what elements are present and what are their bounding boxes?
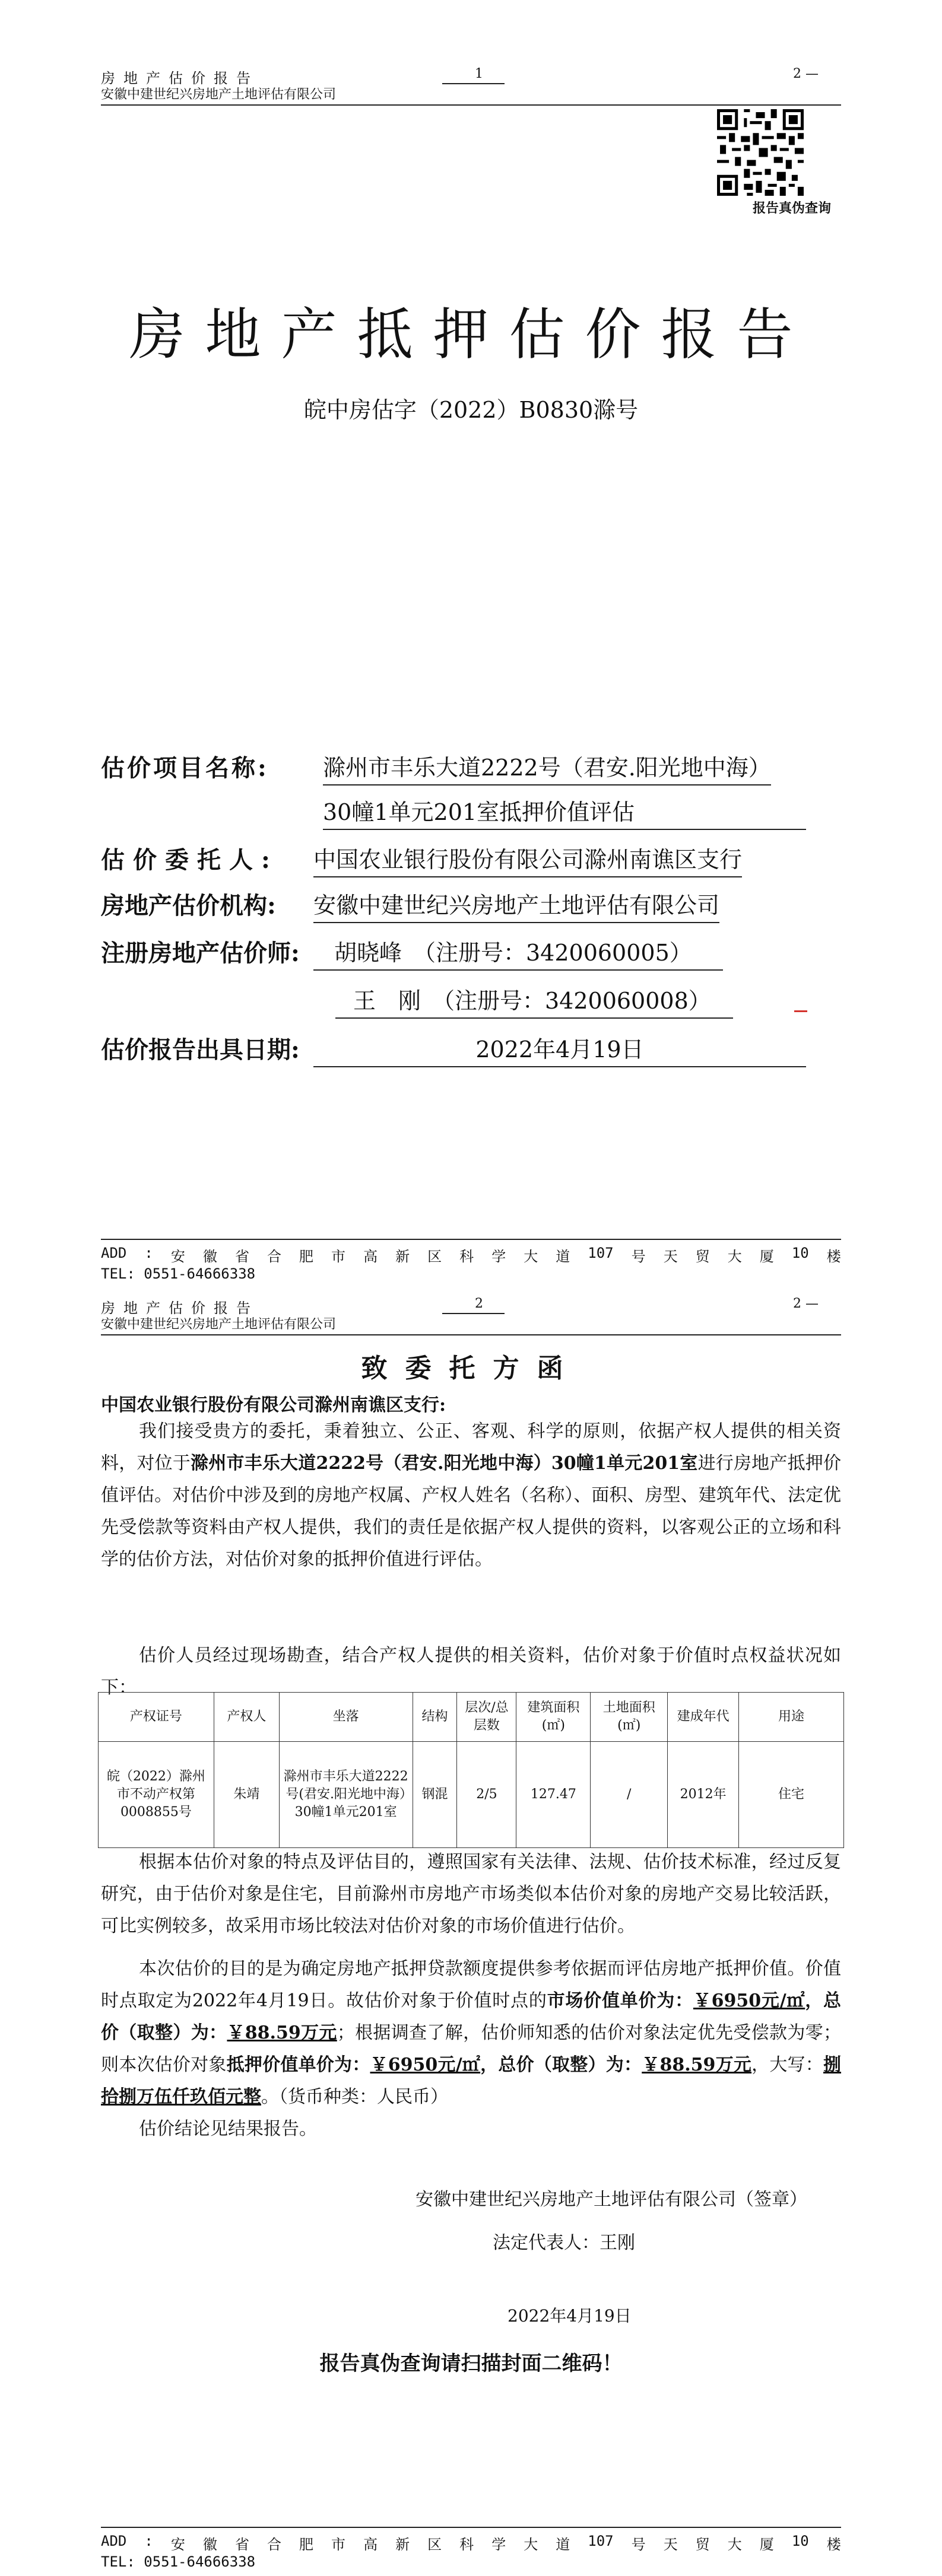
addressee: 中国农业银行股份有限公司滁州南谯区支行: — [101, 1395, 446, 1416]
header-company: 安徽中建世纪兴房地产土地评估有限公司 — [101, 1317, 337, 1332]
appraiser-label: 注册房地产估价师: — [101, 939, 300, 967]
table-header-cell: 产权证号 — [99, 1693, 214, 1742]
paragraph-commission — [101, 1416, 841, 1576]
table-header-cell: 建筑面积(㎡) — [516, 1693, 591, 1742]
address-token: 徽 — [202, 1248, 217, 1265]
address-token: 肥 — [299, 1248, 313, 1265]
sign-date: 2022年4月19日 — [508, 2306, 632, 2326]
address-token: 大 — [524, 1248, 538, 1265]
red-mark — [794, 1010, 807, 1012]
address-token: 天 — [663, 2536, 678, 2553]
address-token: ADD — [101, 1245, 127, 1261]
header-page-number: 2 — [475, 1296, 483, 1311]
address-token: 省 — [234, 1248, 249, 1265]
address-token: 新 — [395, 2536, 410, 2553]
address-token: 厦 — [759, 1248, 774, 1265]
para4-text: ，大写： — [751, 2055, 824, 2075]
report-title: 房地产抵押估价报告 — [129, 303, 813, 367]
address-token: 贸 — [695, 1248, 710, 1265]
para4-text: ；根据调查了解，估价师知悉的估价对象法定优先受偿款为零；则本次估价对象 — [101, 2022, 842, 2075]
address-token: 大 — [727, 2536, 742, 2553]
header-page-number: 1 — [475, 66, 483, 81]
address-token: 道 — [556, 2536, 570, 2553]
address-token: 107 — [588, 1245, 614, 1261]
market-unit-label: 市场价值单价为： — [547, 1990, 693, 2011]
table-header-cell: 用途 — [739, 1693, 844, 1742]
para1-text-c: 进行房地产抵押价值评估。对估价中涉及到的房地产权属、产权人姓名（名称）、面积、房型、建筑年代、法定优先受偿款等资料由产权人提供，我们的责任是依据产权人提供的资料，以客观公正的立场和科学的估价方法，对估价对象的抵押价值进行评估。 — [101, 1453, 842, 1570]
header-rule — [101, 104, 841, 106]
address-token: 高 — [363, 2536, 378, 2553]
appraiser-1: 胡晓峰 （注册号：3420060005） — [313, 934, 723, 971]
market-total-price: ￥88.59万元 — [227, 2022, 337, 2043]
address-token: 市 — [331, 2536, 346, 2553]
date-label: 估价报告出具日期: — [101, 1036, 300, 1064]
address-token: 107 — [588, 2533, 614, 2549]
footer-tel: TEL: 0551-64666338 — [101, 2553, 256, 2570]
address-token: 厦 — [759, 2536, 774, 2553]
para4-text: 本次估价的目的是为确定房地产抵押贷款额度提供参考依据而评估房地产抵押价值。价值时点取定为2022年4月19日。故估价对象于价值时点的 — [101, 1958, 841, 2011]
market-total-label: ，总价（取整）为： — [101, 1990, 842, 2043]
address-token: 学 — [491, 2536, 506, 2553]
address-token: 安 — [170, 2536, 185, 2553]
address-token: 号 — [631, 2536, 646, 2553]
address-token: 天 — [663, 1248, 678, 1265]
table-header-cell: 坐落 — [279, 1693, 413, 1742]
footer-address — [101, 1245, 841, 1265]
address-token: : — [144, 1245, 153, 1261]
address-token: 徽 — [202, 2536, 217, 2553]
mortgage-unit-label: 抵押价值单价为： — [226, 2055, 370, 2075]
address-token: 安 — [170, 1248, 185, 1265]
header-title: 房地产估价报告 — [101, 70, 259, 87]
amount-in-words: 捌拾捌万伍仟玖佰元整 — [101, 2055, 842, 2107]
document-number: 皖中房估字（2022）B0830滁号 — [303, 397, 639, 423]
header-page-of: 2 — — [793, 66, 819, 81]
footer-rule — [101, 1239, 841, 1240]
project-value-line1: 滁州市丰乐大道2222号（君安.阳光地中海） — [323, 749, 771, 785]
property-address: 滁州市丰乐大道2222号（君安.阳光地中海）30幢1单元201室 — [191, 1453, 698, 1474]
table-cell: 滁州市丰乐大道2222号(君安.阳光地中海）30幢1单元201室 — [279, 1742, 413, 1848]
header-page-rule — [442, 83, 505, 84]
header-company: 安徽中建世纪兴房地产土地评估有限公司 — [101, 87, 337, 102]
table-cell: 钢混 — [413, 1742, 457, 1848]
mortgage-total-price: ￥88.59万元 — [642, 2055, 752, 2075]
mortgage-total-label: ，总价（取整）为： — [480, 2055, 642, 2075]
appraiser-2: 王 刚 （注册号：3420060008） — [335, 982, 733, 1019]
header-page-of: 2 — — [793, 1296, 819, 1311]
address-token: 新 — [395, 1248, 410, 1265]
address-token: 号 — [631, 1248, 646, 1265]
qr-caption: 报告真伪查询 — [753, 201, 832, 216]
property-info-table — [98, 1692, 844, 1848]
header-rule — [101, 1334, 841, 1335]
address-token: 10 — [791, 2533, 809, 2549]
verify-note: 报告真伪查询请扫描封面二维码！ — [319, 2352, 623, 2375]
table-header-cell: 层次/总层数 — [457, 1693, 516, 1742]
market-unit-price: ￥6950元/㎡ — [693, 1990, 805, 2011]
address-token: 楼 — [826, 1248, 841, 1265]
address-token: 市 — [331, 1248, 346, 1265]
address-token: : — [144, 2533, 153, 2549]
table-header-cell: 土地面积(㎡) — [591, 1693, 668, 1742]
sign-representative: 法定代表人：王刚 — [493, 2232, 635, 2253]
address-token: 区 — [427, 2536, 442, 2553]
header-page-rule — [442, 1313, 505, 1314]
table-cell: / — [591, 1742, 668, 1848]
paragraph-method: 根据本估价对象的特点及评估目的，遵照国家有关法律、法规、估价技术标准，经过反复研究，由于估价对象是住宅，目前滁州市房地产市场类似本估价对象的房地产交易比较活跃，可比实例较多，故采用市场比较法对估价对象的市场价值进行估价。 — [101, 1852, 841, 1936]
footer-tel: TEL: 0551-64666338 — [101, 1265, 256, 1282]
para4-text: 。（货币种类：人民币） — [261, 2087, 448, 2107]
mortgage-unit-price: ￥6950元/㎡ — [370, 2055, 481, 2075]
address-token: ADD — [101, 2533, 127, 2549]
table-cell: 皖（2022）滁州市不动产权第0008855号 — [99, 1742, 214, 1848]
address-token: 10 — [791, 1245, 809, 1261]
address-token: 省 — [234, 2536, 249, 2553]
table-header-cell: 建成年代 — [668, 1693, 739, 1742]
address-token: 合 — [267, 1248, 281, 1265]
address-token: 大 — [524, 2536, 538, 2553]
sign-company: 安徽中建世纪兴房地产土地评估有限公司（签章） — [416, 2189, 807, 2210]
paragraph-survey: 估价人员经过现场勘查，结合产权人提供的相关资料，估价对象于价值时点权益状况如下： — [101, 1645, 841, 1698]
address-token: 科 — [459, 2536, 474, 2553]
table-row — [99, 1742, 844, 1848]
agency-value: 安徽中建世纪兴房地产土地评估有限公司 — [313, 887, 719, 923]
qr-code-icon[interactable] — [717, 109, 804, 196]
address-token: 大 — [727, 1248, 742, 1265]
address-token: 肥 — [299, 2536, 313, 2553]
address-token: 道 — [556, 1248, 570, 1265]
para1-text-a: 我们接受贵方的委托，秉着独立、公正、客观、科学的原则，依据产权人提供的相关资料，对位于 — [101, 1421, 841, 1474]
table-cell: 2012年 — [668, 1742, 739, 1848]
project-value-line2: 30幢1单元201室抵押价值评估 — [323, 794, 806, 830]
project-label: 估价项目名称: — [101, 754, 269, 782]
header-title: 房地产估价报告 — [101, 1300, 259, 1316]
table-cell: 住宅 — [739, 1742, 844, 1848]
letter-title: 致委托方函 — [361, 1353, 581, 1384]
table-header-cell: 产权人 — [214, 1693, 279, 1742]
date-value: 2022年4月19日 — [313, 1031, 806, 1067]
table-header-cell: 结构 — [413, 1693, 457, 1742]
table-cell: 2/5 — [457, 1742, 516, 1848]
footer-address — [101, 2533, 841, 2553]
address-token: 区 — [427, 1248, 442, 1265]
address-token: 贸 — [695, 2536, 710, 2553]
client-value: 中国农业银行股份有限公司滁州南谯区支行 — [313, 841, 742, 877]
address-token: 高 — [363, 1248, 378, 1265]
address-token: 科 — [459, 1248, 474, 1265]
address-token: 合 — [267, 2536, 281, 2553]
table-header-row — [99, 1693, 844, 1742]
footer-rule — [101, 2527, 841, 2528]
table-cell: 127.47 — [516, 1742, 591, 1848]
address-token: 学 — [491, 1248, 506, 1265]
paragraph-conclusion — [101, 1953, 841, 2113]
address-token: 楼 — [826, 2536, 841, 2553]
client-label: 估价委托人: — [101, 846, 278, 874]
paragraph-see-results: 估价结论见结果报告。 — [139, 2119, 317, 2139]
table-cell: 朱靖 — [214, 1742, 279, 1848]
agency-label: 房地产估价机构: — [101, 892, 276, 920]
